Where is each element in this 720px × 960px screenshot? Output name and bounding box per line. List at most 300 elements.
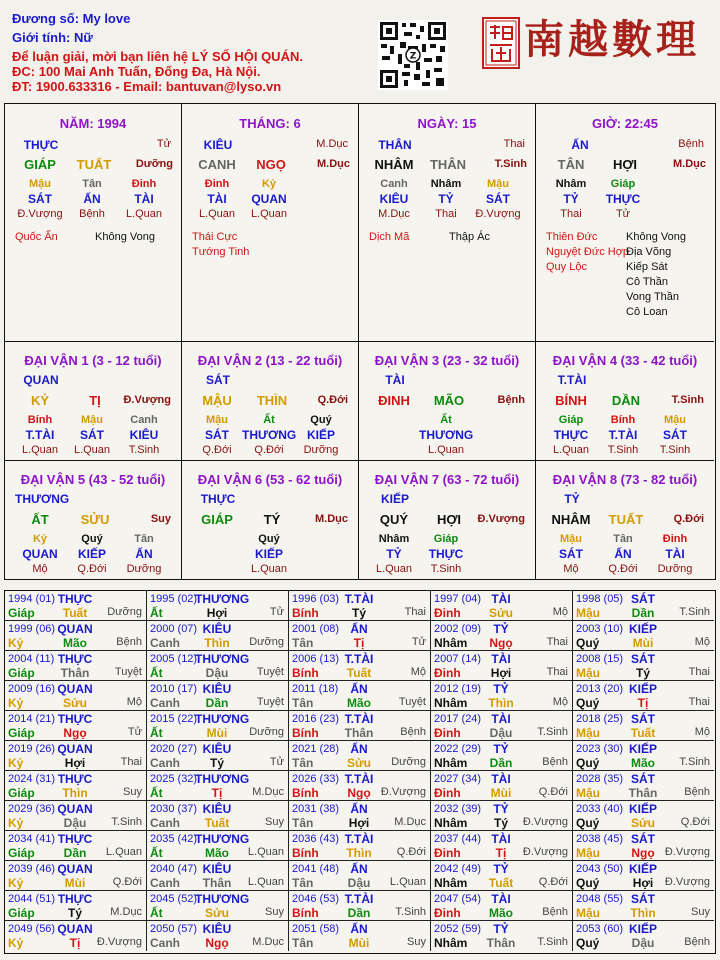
dv-hidden-stem: Mậu	[81, 414, 103, 426]
year-stage: M.Dục	[252, 786, 284, 798]
year-branch: Dậu	[631, 936, 655, 950]
year-god: KIẾP	[628, 682, 657, 696]
dv-hidden-stem: Mậu	[560, 533, 582, 545]
year-stage: Tử	[411, 636, 426, 648]
year-stem: Bính	[292, 606, 319, 620]
year-branch: Mùi	[632, 636, 654, 650]
year-stem: Mậu	[576, 846, 600, 860]
year-branch: Dậu	[489, 726, 513, 740]
year-branch: Mão	[631, 756, 655, 770]
year-branch: Tị	[69, 936, 81, 950]
year-cell	[431, 891, 573, 921]
year-god: KIẾP	[628, 922, 657, 936]
year-stage: Q.Đới	[396, 846, 426, 858]
year-branch: Dậu	[347, 876, 371, 890]
hidden-stem: Tân	[82, 178, 102, 190]
year-label: 2010 (17)	[150, 683, 198, 695]
dai-van-branch: TUẤT	[608, 512, 644, 527]
year-cell	[431, 621, 573, 651]
year-cell	[5, 741, 147, 771]
dv-hidden-god: KIẾP	[77, 547, 106, 561]
year-cell	[431, 861, 573, 891]
year-cell	[289, 651, 431, 681]
year-stem: Ất	[150, 846, 163, 860]
hidden-god: THỰC	[605, 192, 641, 206]
year-label: 2042 (49)	[434, 863, 482, 875]
year-god: KIÊU	[202, 802, 232, 816]
year-branch: Dần	[631, 606, 655, 620]
hidden-god: QUAN	[251, 192, 287, 206]
year-label: 2038 (45)	[576, 833, 624, 845]
year-label: 2052 (59)	[434, 923, 482, 935]
year-label: 1995 (02)	[150, 593, 198, 605]
hidden-phase: Thai	[435, 208, 457, 220]
year-god: KIÊU	[202, 682, 232, 696]
dai-van-branch: TÝ	[263, 512, 281, 527]
year-cell	[573, 741, 714, 771]
dv-hidden-stem: Bính	[610, 414, 636, 426]
dai-van-stem: QUÝ	[379, 512, 409, 527]
dai-van-stage: Đ.Vượng	[123, 394, 171, 406]
year-label: 1996 (03)	[292, 593, 340, 605]
qr-code-icon[interactable]	[378, 20, 448, 90]
year-stem: Ất	[150, 606, 163, 620]
year-stem: Canh	[150, 876, 180, 890]
dai-van-title: ĐẠI VẬN 5 (43 - 52 tuổi)	[20, 472, 166, 487]
owner-name: Đương số: My love	[12, 11, 131, 26]
year-branch: Mão	[63, 636, 87, 650]
year-branch: Thìn	[630, 906, 656, 920]
year-label: 2047 (54)	[434, 893, 482, 905]
year-branch: Dần	[63, 846, 87, 860]
year-label: 2006 (13)	[292, 653, 340, 665]
year-god: T.TÀI	[344, 832, 374, 846]
hidden-god: TÀI	[134, 192, 154, 206]
year-stage: Đ.Vượng	[96, 936, 142, 948]
gender: Giới tính: Nữ	[12, 30, 93, 45]
year-stem: Tân	[292, 936, 314, 950]
note-left: Thái Cực	[192, 231, 238, 243]
year-branch: Thìn	[62, 786, 88, 800]
dai-van-stage: T.Sinh	[671, 394, 704, 406]
hidden-stem: Nhâm	[430, 178, 462, 190]
year-stem: Mậu	[576, 906, 600, 920]
growth-stage: T.Sinh	[494, 158, 527, 170]
year-stem: Đinh	[434, 726, 461, 740]
year-stem: Quý	[576, 756, 600, 770]
dai-van-title: ĐẠI VẬN 2 (13 - 22 tuổi)	[197, 353, 343, 368]
dai-van-title: ĐẠI VẬN 1 (3 - 12 tuổi)	[24, 353, 162, 368]
year-stem: Giáp	[8, 906, 35, 920]
note-left: Quốc Ấn	[15, 231, 58, 243]
heavenly-stem: TÂN	[557, 157, 585, 172]
pillar-1	[182, 104, 359, 342]
year-label: 2044 (51)	[8, 893, 56, 905]
year-cell	[431, 651, 573, 681]
hidden-god: SÁT	[28, 192, 52, 206]
dv-hidden-stem: Canh	[130, 414, 158, 426]
year-stage: Suy	[265, 906, 284, 918]
year-cell	[289, 831, 431, 861]
year-god: KIẾP	[628, 862, 657, 876]
dai-van-title: ĐẠI VẬN 3 (23 - 32 tuổi)	[374, 353, 520, 368]
year-god: THỰC	[57, 712, 93, 726]
dv-hidden-god: SÁT	[559, 547, 583, 561]
pillar-title: NGÀY: 15	[417, 116, 477, 131]
dv-hidden-stem: Nhâm	[378, 533, 410, 545]
year-cell	[5, 921, 147, 951]
year-stage: Dưỡng	[249, 636, 284, 648]
year-cell	[147, 591, 289, 621]
note-left: Dịch Mã	[369, 231, 410, 243]
year-god: KIẾP	[628, 742, 657, 756]
year-stage: Q.Đới	[538, 876, 568, 888]
year-stem: Nhâm	[434, 756, 468, 770]
year-branch: Mão	[489, 906, 513, 920]
year-god: TÀI	[491, 712, 511, 726]
year-god: KIÊU	[202, 742, 232, 756]
year-cell	[5, 801, 147, 831]
year-cell	[5, 621, 147, 651]
pillar-2	[359, 104, 536, 342]
dv-hidden-god: SÁT	[205, 428, 229, 442]
year-stage: T.Sinh	[537, 726, 568, 738]
dv-hidden-stem: Tân	[613, 533, 633, 545]
dai-van-title: ĐẠI VẬN 7 (63 - 72 tuổi)	[374, 472, 520, 487]
year-branch: Sửu	[630, 816, 656, 830]
year-label: 2045 (52)	[150, 893, 198, 905]
year-cell	[573, 831, 714, 861]
year-label: 2012 (19)	[434, 683, 482, 695]
year-label: 2027 (34)	[434, 773, 482, 785]
dv-hidden-phase: T.Sinh	[128, 444, 160, 456]
hidden-phase: Đ.Vượng	[475, 208, 521, 220]
dai-van-7	[536, 461, 714, 580]
year-label: 2004 (11)	[8, 653, 55, 665]
dai-van-branch: TỊ	[89, 393, 101, 408]
year-cell	[431, 681, 573, 711]
dv-hidden-god: ẤN	[614, 547, 632, 561]
ten-god-top: ẤN	[571, 138, 589, 152]
dai-van-1	[182, 342, 359, 461]
note-right: Kiếp Sát	[626, 261, 668, 273]
year-label: 2050 (57)	[150, 923, 198, 935]
year-stem: Mậu	[576, 786, 600, 800]
year-stage: M.Dục	[110, 906, 142, 918]
year-cell	[573, 621, 714, 651]
dai-van-god: QUAN	[23, 373, 59, 387]
year-god: SÁT	[631, 892, 655, 906]
year-stage: Q.Đới	[680, 816, 710, 828]
year-god: SÁT	[631, 652, 655, 666]
hidden-stem: Canh	[380, 178, 408, 190]
dv-hidden-phase: Q.Đới	[202, 444, 232, 456]
year-label: 2040 (47)	[150, 863, 198, 875]
year-stage: Bệnh	[116, 636, 142, 648]
year-branch: Hợi	[348, 816, 370, 830]
hidden-stem: Đinh	[204, 178, 230, 190]
dv-hidden-god: THỰC	[553, 428, 589, 442]
year-label: 2021 (28)	[292, 743, 340, 755]
year-branch: Dần	[347, 906, 371, 920]
dv-hidden-stem: Mậu	[206, 414, 228, 426]
year-branch: Mão	[347, 696, 371, 710]
ten-god-top: THÂN	[378, 138, 412, 152]
yearly-table	[4, 590, 716, 954]
hidden-stem: Mậu	[29, 178, 51, 190]
dai-van-stage: M.Dục	[315, 513, 348, 525]
year-stage: Đ.Vượng	[664, 876, 710, 888]
year-stem: Tân	[292, 876, 314, 890]
dai-van-stage: Q.Đới	[673, 513, 704, 525]
year-cell	[289, 771, 431, 801]
dai-van-4	[5, 461, 182, 580]
year-god: SÁT	[631, 712, 655, 726]
year-god: SÁT	[631, 592, 655, 606]
note-left: Quy Lộc	[546, 261, 587, 273]
year-stem: Canh	[150, 696, 180, 710]
heavenly-stem: NHÂM	[374, 157, 414, 172]
year-god: ẤN	[350, 862, 368, 876]
year-label: 2051 (58)	[292, 923, 340, 935]
year-cell	[431, 711, 573, 741]
year-branch: Sửu	[204, 906, 230, 920]
hidden-phase: L.Quan	[250, 208, 288, 220]
year-stage: Bệnh	[542, 906, 568, 918]
year-label: 2007 (14)	[434, 653, 482, 665]
year-branch: Hợi	[206, 606, 228, 620]
dv-hidden-phase: T.Sinh	[607, 444, 639, 456]
dv-hidden-stem: Đinh	[662, 533, 688, 545]
year-cell	[289, 861, 431, 891]
dv-hidden-phase: Dưỡng	[126, 563, 162, 575]
hidden-phase: L.Quan	[125, 208, 163, 220]
year-branch: Ngọ	[347, 786, 371, 800]
year-label: 2018 (25)	[576, 713, 624, 725]
year-label: 2003 (10)	[576, 623, 624, 635]
hidden-phase: Bệnh	[79, 208, 105, 220]
year-stage: T.Sinh	[537, 936, 568, 948]
phone-email-line: ĐT: 1900.633316 - Email: bantuvan@lyso.vn	[12, 79, 282, 94]
ten-god-top: KIÊU	[203, 138, 233, 152]
growth-stage: Dưỡng	[135, 158, 173, 170]
year-god: QUAN	[57, 922, 93, 936]
dv-hidden-god: THƯƠNG	[419, 428, 474, 442]
year-stem: Đinh	[434, 906, 461, 920]
year-cell	[289, 891, 431, 921]
dai-van-stem: NHÂM	[551, 512, 591, 527]
dv-hidden-stem: Quý	[258, 533, 280, 545]
dai-van-branch: HỢI	[436, 512, 462, 527]
dv-hidden-god: ẤN	[135, 547, 153, 561]
year-branch: Tuất	[204, 816, 230, 830]
year-cell	[573, 771, 714, 801]
year-stem: Quý	[576, 936, 600, 950]
year-branch: Hợi	[490, 666, 512, 680]
year-god: T.TÀI	[344, 892, 374, 906]
dv-hidden-stem: Ất	[440, 414, 452, 426]
year-stem: Nhâm	[434, 636, 468, 650]
year-stem: Bính	[292, 786, 319, 800]
dv-hidden-stem: Quý	[310, 414, 332, 426]
year-branch: Tý	[635, 666, 650, 680]
year-label: 1998 (05)	[576, 593, 624, 605]
year-god: THỰC	[57, 772, 93, 786]
year-branch: Tý	[493, 816, 508, 830]
year-god: KIẾP	[628, 622, 657, 636]
logo	[524, 8, 700, 65]
hidden-stem: Giáp	[610, 178, 636, 190]
heavenly-stem: GIÁP	[24, 157, 56, 172]
year-stem: Canh	[150, 636, 180, 650]
year-stage: T.Sinh	[395, 906, 426, 918]
year-cell	[573, 681, 714, 711]
year-label: 2033 (40)	[576, 803, 624, 815]
year-god: THƯƠNG	[195, 892, 250, 906]
year-stem: Mậu	[576, 726, 600, 740]
year-stem: Giáp	[8, 786, 35, 800]
year-branch: Tuất	[346, 666, 372, 680]
year-stem: Kỷ	[8, 876, 24, 890]
dv-hidden-god: THỰC	[428, 547, 464, 561]
dai-van-god: KIẾP	[380, 492, 409, 506]
year-god: KIÊU	[202, 622, 232, 636]
dv-hidden-phase: Q.Đới	[77, 563, 107, 575]
year-stage: L.Quan	[247, 876, 284, 888]
year-branch: Hợi	[632, 876, 654, 890]
year-branch: Mùi	[206, 726, 228, 740]
year-stem: Bính	[292, 846, 319, 860]
dv-hidden-god: TÀI	[665, 547, 685, 561]
year-god: TỶ	[493, 922, 509, 936]
year-stem: Nhâm	[434, 696, 468, 710]
dai-van-stem: KỶ	[30, 393, 50, 408]
year-stem: Đinh	[434, 666, 461, 680]
dv-hidden-phase: L.Quan	[21, 444, 59, 456]
year-cell	[147, 621, 289, 651]
year-stem: Canh	[150, 816, 180, 830]
year-cell	[5, 651, 147, 681]
year-stage: Suy	[407, 936, 426, 948]
year-cell	[147, 771, 289, 801]
hidden-god: TỶ	[563, 192, 579, 206]
year-stage: Mộ	[552, 696, 568, 708]
year-stage: T.Sinh	[679, 756, 710, 768]
year-branch: Tuất	[630, 726, 656, 740]
year-label: 2031 (38)	[292, 803, 340, 815]
year-cell	[573, 891, 714, 921]
year-stage: Bệnh	[542, 756, 568, 768]
dv-hidden-phase: T.Sinh	[659, 444, 691, 456]
dv-hidden-phase: L.Quan	[250, 563, 288, 575]
year-branch: Tuất	[62, 606, 88, 620]
year-stem: Kỷ	[8, 696, 24, 710]
dv-hidden-phase: L.Quan	[375, 563, 413, 575]
dv-hidden-stem: Mậu	[664, 414, 686, 426]
note-right: Thập Ác	[449, 231, 490, 243]
year-stem: Kỷ	[8, 756, 24, 770]
year-label: 2028 (35)	[576, 773, 624, 785]
year-stage: Mộ	[410, 666, 426, 678]
year-label: 1997 (04)	[434, 593, 482, 605]
year-branch: Thân	[60, 666, 90, 680]
year-stage: M.Dục	[394, 816, 426, 828]
year-cell	[5, 681, 147, 711]
hidden-stem: Nhâm	[555, 178, 587, 190]
year-god: KIÊU	[202, 922, 232, 936]
growth-stage: M.Dục	[317, 158, 350, 170]
year-god: TỶ	[493, 622, 509, 636]
dai-van-stage: Suy	[150, 513, 171, 525]
year-branch: Mùi	[490, 786, 512, 800]
note-right: Không Vong	[95, 231, 155, 243]
year-stage: Q.Đới	[538, 786, 568, 798]
year-branch: Thìn	[346, 846, 372, 860]
year-cell	[289, 741, 431, 771]
year-god: THƯƠNG	[195, 772, 250, 786]
year-branch: Ngọ	[631, 846, 655, 860]
dai-van-branch: DẦN	[611, 393, 641, 408]
dv-hidden-god: KIẾP	[254, 547, 283, 561]
stage-top: Bệnh	[678, 138, 704, 150]
year-branch: Thân	[344, 726, 374, 740]
note-right: Địa Võng	[626, 246, 672, 258]
year-label: 2037 (44)	[434, 833, 482, 845]
year-stage: Bệnh	[400, 726, 426, 738]
dv-hidden-phase: Mộ	[563, 563, 579, 575]
hidden-phase: Thai	[560, 208, 582, 220]
logo-text: 越數理	[568, 16, 700, 63]
year-branch: Ngọ	[63, 726, 87, 740]
hidden-god: TÀI	[207, 192, 227, 206]
year-stem: Tân	[292, 696, 314, 710]
year-god: THƯƠNG	[195, 652, 250, 666]
year-cell	[289, 591, 431, 621]
contact-line: Để luận giải, mời bạn liên hệ LÝ SỐ HỘI QUÁN.	[12, 49, 303, 64]
year-branch: Dậu	[205, 666, 229, 680]
dv-hidden-god: TỶ	[386, 547, 402, 561]
year-stage: Tuyệt	[398, 696, 426, 708]
pillar-0	[5, 104, 182, 342]
year-branch: Mùi	[64, 876, 86, 890]
dai-van-6	[359, 461, 536, 580]
year-cell	[573, 921, 714, 951]
growth-stage: M.Dục	[673, 158, 706, 170]
year-god: KIÊU	[202, 862, 232, 876]
dai-van-stem: BÍNH	[555, 393, 587, 408]
dai-van-title: ĐẠI VẬN 6 (53 - 62 tuổi)	[197, 472, 343, 487]
year-stem: Quý	[576, 696, 600, 710]
year-label: 2011 (18)	[292, 683, 339, 695]
year-stage: L.Quan	[389, 876, 426, 888]
year-stem: Đinh	[434, 846, 461, 860]
year-cell	[5, 771, 147, 801]
dai-van-branch: SỬU	[80, 512, 110, 527]
year-stem: Bính	[292, 906, 319, 920]
year-god: KIẾP	[628, 802, 657, 816]
year-label: 2030 (37)	[150, 803, 198, 815]
year-branch: Sửu	[488, 606, 514, 620]
year-god: THỰC	[57, 592, 93, 606]
pillar-title: THÁNG: 6	[239, 116, 301, 131]
pillar-title: NĂM: 1994	[59, 116, 127, 131]
year-stem: Quý	[576, 816, 600, 830]
dv-hidden-god: QUAN	[22, 547, 58, 561]
year-stage: Đ.Vượng	[380, 786, 426, 798]
dv-hidden-god: THƯƠNG	[242, 428, 297, 442]
year-branch: Thân	[486, 936, 516, 950]
note-right: Cô Thần	[626, 276, 668, 288]
